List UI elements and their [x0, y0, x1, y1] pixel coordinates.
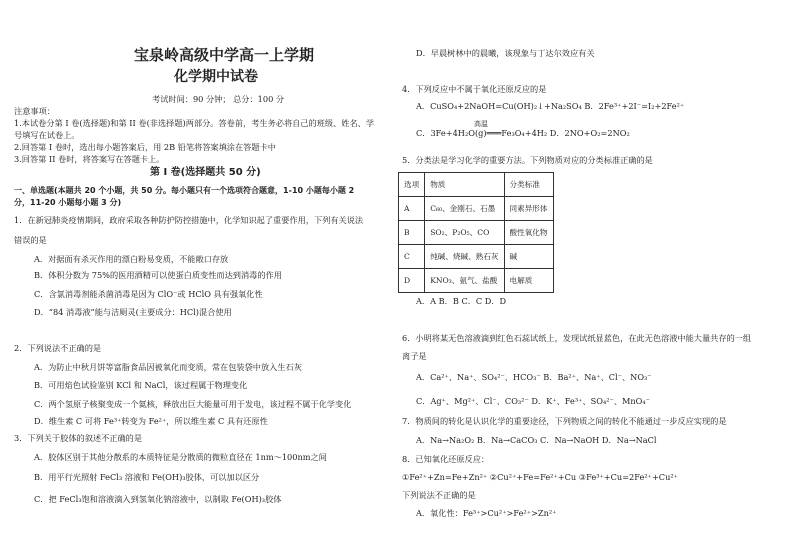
option-line: A．胶体区别于其他分散系的本质特征是分散质的微粒直径在 1nm～100nm之间 — [34, 452, 327, 462]
table-cell: B — [399, 221, 425, 245]
exam-info: 考试时间：90 分钟； 总分：100 分 — [152, 94, 285, 104]
question-line: 8．已知氧化还原反应： — [402, 454, 490, 464]
option-line: A．Ca²⁺、Na⁺、SO₄²⁻、HCO₃⁻ B．Ba²⁺、Na⁺、Cl⁻、NO₃⁻ — [416, 372, 652, 382]
question-line: 离子是 — [402, 351, 427, 361]
notice-item: 号填写在试卷上。 — [14, 130, 80, 140]
option-line: B．体积分数为 75%的医用酒精可以使蛋白质变性而达到消毒的作用 — [34, 270, 282, 280]
section-instructions: 一、单选题(本题共 20 个小题，共 50 分。每小题只有一个选项符合题意，1-10 小题每小题 2 — [14, 186, 355, 195]
table-cell: C₆₀、金刚石、石墨 — [425, 197, 504, 221]
condition-label: 高温 — [474, 120, 488, 128]
option-line: A．氧化性：Fe³⁺>Cu²⁺>Fe²⁺>Zn²⁺ — [416, 508, 557, 518]
table-cell: A — [399, 197, 425, 221]
question-line: 3．下列关于胶体的叙述不正确的是 — [14, 433, 143, 443]
question-line: 5．分类法是学习化学的重要方法。下列物质对应的分类标准正确的是 — [402, 155, 653, 165]
table-row — [399, 269, 554, 293]
exam-title: 宝泉岭高级中学高一上学期 — [134, 46, 315, 64]
option-line: C．把 FeCl₃饱和溶液滴入到氢氧化钠溶液中，以制取 Fe(OH)₃胶体 — [34, 494, 282, 504]
exam-subtitle: 化学期中试卷 — [174, 69, 258, 85]
table-cell: SO₂、P₂O₅、CO — [425, 221, 504, 245]
table-header-row — [399, 173, 554, 197]
option-line: A．A B．B C．C D．D — [416, 296, 507, 306]
option-line: C．Ag⁺、Mg²⁺、Cl⁻、CO₃²⁻ D．K⁺、Fe³⁺、SO₄²⁻、MnO₄⁻ — [416, 396, 651, 406]
table-header: 物质 — [425, 173, 504, 197]
table-header: 选项 — [399, 173, 425, 197]
table-header: 分类标准 — [504, 173, 553, 197]
option-line: D．“84 消毒液”能与洁厕灵(主要成分：HCl)混合使用 — [34, 307, 232, 317]
option-line: A．Na→Na₂O₂ B．Na→CaCO₃ C．Na→NaOH D．Na→NaCl — [416, 435, 657, 445]
table-cell: 碱 — [504, 245, 553, 269]
reaction-line: ①Fe²⁺+Zn=Fe+Zn²⁺ ②Cu²⁺+Fe=Fe²⁺+Cu ③Fe³⁺+Cu=2Fe²⁺+Cu²⁺ — [402, 472, 678, 482]
option-line: B．可用焰色试验鉴别 KCl 和 NaCl，该过程属于物理变化 — [34, 380, 248, 390]
option-line: A．为防止中秋月饼等富脂食品因被氧化而变质，常在包装袋中放入生石灰 — [34, 362, 302, 372]
table-cell: 同素异形体 — [504, 197, 553, 221]
question-line: 下列说法不正确的是 — [402, 490, 476, 500]
table-cell: 纯碱、烧碱、熟石灰 — [425, 245, 504, 269]
notice-item: 1.本试卷分第 I 卷(选择题)和第 II 卷(非选择题)两部分。答卷前，考生务必将自己的班级、姓名、学 — [14, 118, 375, 128]
question-line: 6．小明将某无色溶液滴到红色石蕊试纸上，发现试纸显蓝色，在此无色溶液中能大量共存的一组 — [402, 333, 752, 343]
question-line: 2．下列说法不正确的是 — [14, 343, 102, 353]
option-line: A．对据面有杀灭作用的漂白粉易变质，不能敞口存放 — [34, 254, 229, 264]
table-cell: 酸性氧化物 — [504, 221, 553, 245]
option-line: D．早晨树林中的晨曦，该现象与丁达尔效应有关 — [416, 48, 595, 58]
option-line: D．维生素 C 可将 Fe³⁺转变为 Fe²⁺，所以维生素 C 具有还原性 — [34, 416, 268, 426]
question-line: 1．在新冠肺炎疫情期间，政府采取各种防护防控措施中，化学知识起了重要作用，下列有关说法 — [14, 215, 364, 225]
notice-item: 2.回答第 I 卷时，选出每小题答案后，用 2B 铅笔将答案填涂在答题卡中 — [14, 142, 276, 152]
option-line: C．3Fe+4H₂O(g)═══Fe₃O₄+4H₂ D．2NO+O₂=2NO₂ — [416, 128, 630, 138]
option-line: A．CuSO₄+2NaOH=Cu(OH)₂↓+Na₂SO₄ B．2Fe³⁺+2I⁻=I₂+2Fe²⁺ — [416, 101, 685, 111]
section-instructions: 分，11-20 小题每小题 3 分) — [14, 198, 122, 207]
question-line: 错误的是 — [14, 235, 47, 245]
option-line: C．含氯消毒剂能杀菌消毒是因为 ClO⁻或 HClO 具有强氧化性 — [34, 289, 263, 299]
table-cell: C — [399, 245, 425, 269]
table-cell: D — [399, 269, 425, 293]
option-line: C．两个氢原子核聚变成一个氦核，释放出巨大能量可用于发电，该过程不属于化学变化 — [34, 399, 352, 409]
question-line: 4．下列反应中不属于氧化还原反应的是 — [402, 84, 547, 94]
question-line: 7．物质间的转化是认识化学的重要途径，下列物质之间的转化不能通过一步反应实现的是 — [402, 416, 727, 426]
notice-heading: 注意事项： — [14, 106, 55, 116]
notice-item: 3.回答第 II 卷时，将答案写在答题卡上。 — [14, 154, 165, 164]
table-cell: KNO₃、氨气、盐酸 — [425, 269, 504, 293]
option-line: B．用平行光照射 FeCl₃ 溶液和 Fe(OH)₃胶体，可以加以区分 — [34, 472, 260, 482]
section-title: 第 I 卷(选择题共 50 分) — [150, 167, 261, 178]
table-row — [399, 245, 554, 269]
table-cell: 电解质 — [504, 269, 553, 293]
table-row — [399, 221, 554, 245]
table-row — [399, 197, 554, 221]
classification-table — [398, 172, 554, 293]
